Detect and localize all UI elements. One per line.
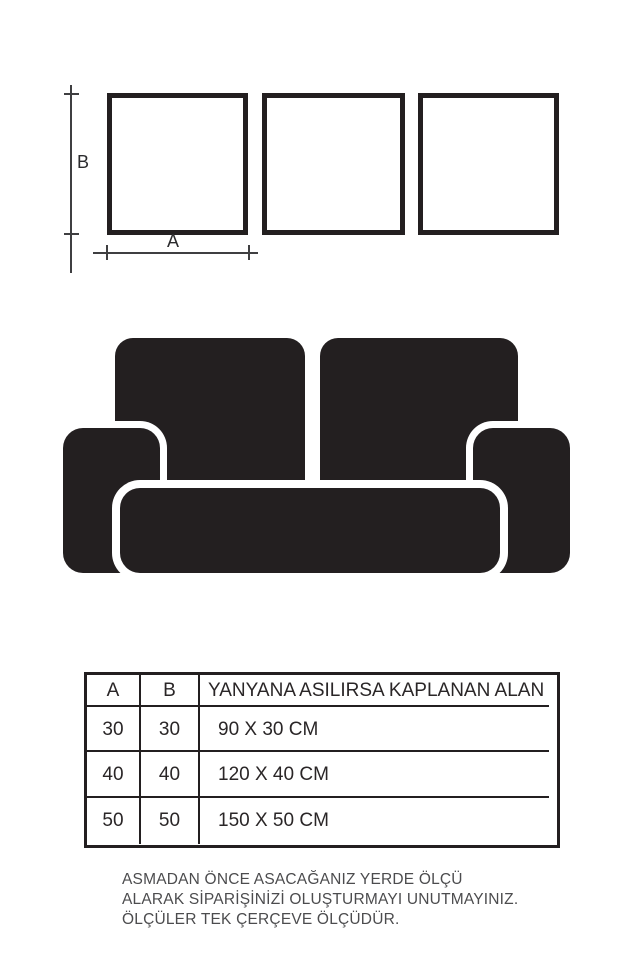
height-dimension-label: B [77, 152, 90, 172]
dimension-tick-bottom [64, 233, 79, 235]
table-cell: 120 X 40 CM [200, 752, 557, 798]
width-dimension-label: A [167, 231, 180, 251]
table-header-a: A [87, 675, 141, 707]
table-header-b: B [141, 675, 200, 707]
frame-square-3 [418, 93, 559, 235]
table-cell: 90 X 30 CM [200, 707, 557, 752]
note-line-2: ALARAK SİPARİŞİNİZİ OLUŞTURMAYI UNUTMAYINIZ. [122, 891, 519, 908]
table-header-area: YANYANA ASILIRSA KAPLANAN ALAN [200, 675, 557, 707]
table-cell: 30 [87, 707, 141, 752]
size-table [84, 672, 560, 848]
table-cell: 40 [87, 752, 141, 798]
measurement-note [122, 870, 562, 930]
sofa-illustration [63, 338, 570, 573]
table-cell: 30 [141, 707, 200, 752]
table-cell: 50 [87, 798, 141, 844]
table-cell: 50 [141, 798, 200, 844]
note-line-3: ÖLÇÜLER TEK ÇERÇEVE ÖLÇÜDÜR. [122, 911, 400, 928]
note-line-1: ASMADAN ÖNCE ASACAĞANIZ YERDE ÖLÇÜ [122, 871, 463, 888]
dimension-line-horizontal [93, 252, 258, 254]
dimension-tick-left [106, 245, 108, 260]
table-cell: 150 X 50 CM [218, 810, 329, 831]
dimension-line-vertical [70, 85, 72, 273]
dimension-tick-top [64, 93, 79, 95]
table-cell: 40 [141, 752, 200, 798]
dimension-tick-right [248, 245, 250, 260]
sofa-seat-cushion [120, 488, 500, 573]
frame-square-1 [107, 93, 248, 235]
frame-square-2 [262, 93, 405, 235]
